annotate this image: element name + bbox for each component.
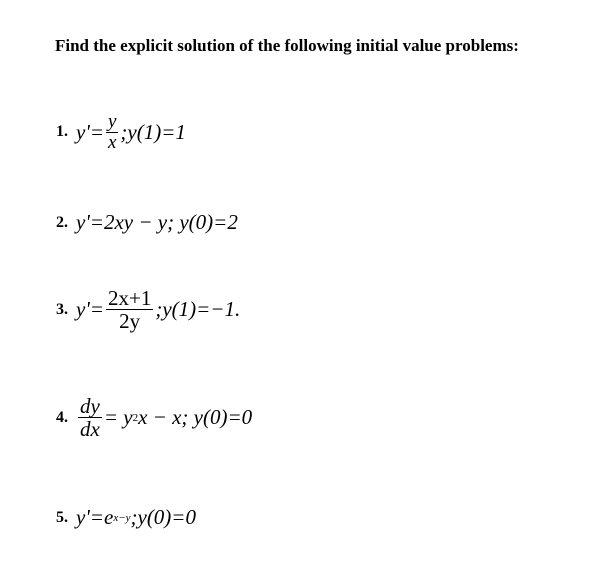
- fraction: [106, 287, 153, 332]
- problem-number: 2.: [56, 213, 68, 231]
- problem-condition: ;y(1)=−1.: [155, 297, 241, 322]
- problem-lhs: y'=: [76, 119, 104, 144]
- problem-lhs: y'=: [76, 297, 104, 322]
- problem-4: [56, 395, 252, 440]
- fraction-denominator: x: [107, 131, 117, 153]
- problem-base: y'=e: [76, 505, 114, 529]
- page-title: Find the explicit solution of the following initial value problems:: [55, 36, 519, 55]
- problem-condition: ;y(1)=1: [120, 119, 186, 144]
- fraction-numerator: y: [107, 111, 117, 132]
- fraction-numerator: 2x+1: [107, 286, 152, 310]
- problem-number: 1.: [56, 123, 68, 141]
- problem-expression: y'=2xy − y; y(0)=2: [76, 210, 238, 234]
- exponent: 2: [132, 411, 139, 424]
- fraction-denominator: 2y: [119, 309, 141, 334]
- problem-3: [56, 287, 240, 332]
- problem-condition: ;y(0)=0: [130, 505, 196, 529]
- problem-number: 5.: [56, 508, 68, 526]
- problem-number: 4.: [56, 408, 68, 426]
- fraction-denominator: dx: [80, 417, 100, 442]
- problem-rhs-a: = y: [103, 405, 133, 430]
- problem-2: [56, 210, 238, 235]
- problem-1: [56, 112, 186, 153]
- exponent: x−y: [113, 511, 131, 524]
- problem-number: 3.: [56, 300, 68, 318]
- fraction: [106, 112, 118, 153]
- fraction-numerator: dy: [80, 394, 100, 418]
- problem-rhs-b: x − x; y(0)=0: [138, 405, 253, 430]
- problem-5: [56, 505, 196, 530]
- fraction: [78, 395, 102, 440]
